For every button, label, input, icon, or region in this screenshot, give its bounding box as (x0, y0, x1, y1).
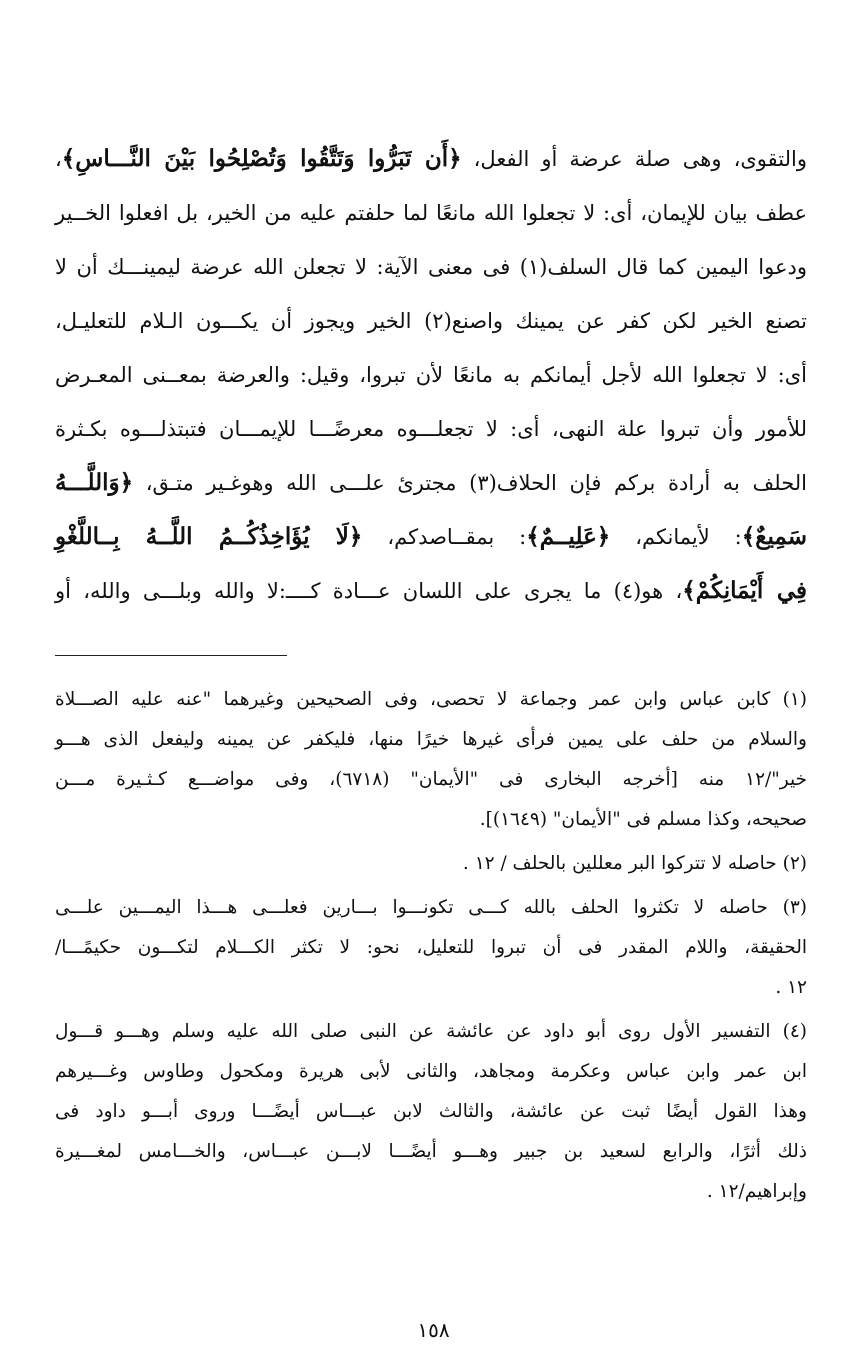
text-line (55, 132, 807, 186)
text-segment: عطف بيان للإيمان، أى: لا تجعلوا الله مانعًا لما حلفتم عليه من الخير، بل افعلوا الخــير (55, 201, 807, 225)
quran-quote: ﴿وَاللَّـــهُ (55, 469, 134, 496)
text-segment: ، هو(٤) ما يجرى على اللسان عـــادة كــــ:لا والله وبلـــى والله، أو (55, 579, 683, 603)
text-line (55, 510, 807, 564)
text-segment: تصنع الخير لكن كفر عن يمينك واصنع(٢) الخير ويجوز أن يكـــون الـلام للتعليـل، (55, 309, 807, 333)
quran-quote: سَمِيعٌ﴾ (741, 523, 807, 550)
text-segment: أى: لا تجعلوا الله لأجل أيمانكم به مانعًا لأن تبروا، وقيل: والعرضة بمعــنى المعـرض (55, 363, 807, 387)
text-segment: والتقوى، وهى صلة عرضة أو الفعل، (461, 147, 807, 171)
footnote-line: ابن عمر وابن عباس وعكرمة ومجاهد، والثانى لأبى هريرة ومكحول وطاوس وغـــيرهم (55, 1061, 807, 1082)
text-line (55, 348, 807, 402)
text-line (55, 456, 807, 510)
quran-quote: ﴿أَن تَبَرُّوا وَتَتَّقُوا وَتُصْلِحُوا بَيْنَ النَّـــاسِ﴾ (61, 145, 462, 172)
quran-quote: ﴿لَا يُؤَاخِذُكُــمُ اللَّــهُ بِــاللَّغْوِ (55, 523, 363, 550)
text-line (55, 294, 807, 348)
quran-quote: ﴿عَلِيــمٌ﴾ (526, 523, 611, 550)
footnote-line: وإبراهيم/١٢ . (706, 1181, 807, 1202)
footnote-divider (55, 655, 287, 656)
footnote (55, 844, 807, 884)
footnote-line: وهذا القول أيضًا ثبت عن عائشة، والثالث لابن عبـــاس أيضًـــا وروى أبـــو داود فى (55, 1101, 807, 1122)
text-segment: الحلف به أرادة بركم فإن الحلاف(٣) مجترئ علـــى الله وهوغـير متـق، (133, 471, 808, 495)
footnote-line: (٣) حاصله لا تكثروا الحلف بالله كـــى تكونـــوا بـــارين فعلـــى هـــذا اليمـــين علـــى (55, 897, 807, 918)
footnote-line: صحيحه، وكذا مسلم فى "الأيمان" (١٦٤٩)]. (479, 809, 807, 830)
text-segment: : بمقــاصدكم، (362, 525, 527, 549)
footnote (55, 1012, 807, 1212)
text-line (55, 240, 807, 294)
text-segment: ، (55, 147, 62, 171)
text-line (55, 186, 807, 240)
footnote-line: ١٢ . (775, 977, 807, 998)
footnote (55, 888, 807, 1008)
footnote-line: (١) كابن عباس وابن عمر وجماعة لا تحصى، وفى الصحيحين وغيرهما "عنه عليه الصـــلاة (55, 689, 807, 710)
footnote-line: (٤) التفسير الأول روى أبو داود عن عائشة عن النبى صلى الله عليه وسلم وهـــو قـــول (55, 1021, 807, 1042)
text-segment: : لأيمانكم، (610, 525, 742, 549)
footnote-line: الحقيقة، واللام المقدر فى أن تبروا للتعليل، نحو: لا تكثر الكـــلام لتكـــون حكيمًـــا/ (55, 937, 807, 958)
footnote (55, 680, 807, 840)
main-text (55, 132, 807, 618)
text-segment: ودعوا اليمين كما قال السلف(١) فى معنى الآية: لا تجعلن الله عرضة ليمينـــك أن لا (55, 255, 807, 279)
footnotes (55, 680, 807, 1216)
quran-quote: فِي أَيْمَانِكُمْ﴾ (682, 577, 807, 604)
text-line (55, 564, 807, 618)
footnote-line: (٢) حاصله لا تتركوا البر معللين بالحلف / ١٢ . (462, 853, 807, 874)
footnote-line: ذلك أثرًا، والرابع لسعيد بن جبير وهـــو أيضًـــا لابـــن عبـــاس، والخـــامس لمغـــيرة (55, 1141, 807, 1162)
page-number: ١٥٨ (417, 1318, 450, 1342)
text-line (55, 402, 807, 456)
text-segment: للأمور وأن تبروا علة النهى، أى: لا تجعلـــوه معرضًـــا للإيمـــان فتبتذلـــوه بكـثرة (55, 417, 807, 441)
footnote-line: خير"/١٢ منه [أخرجه البخارى فى "الأيمان" (٦٧١٨)، وفى مواضـــع كـثـيرة مـــن (55, 769, 807, 790)
footnote-line: والسلام من حلف على يمين فرأى غيرها خيرًا منها، فليكفر عن يمينه وليفعل الذى هـــو (55, 729, 807, 750)
